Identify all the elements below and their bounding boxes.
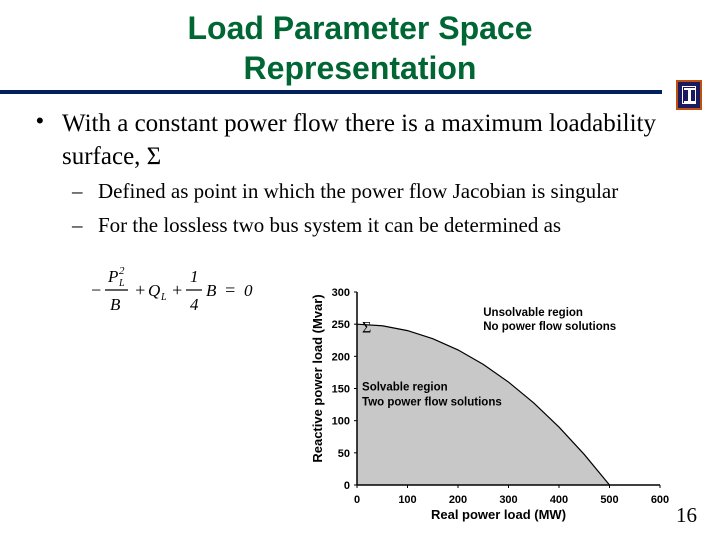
x-tick-label: 400 <box>549 494 569 506</box>
loadability-chart <box>305 280 685 525</box>
y-axis-label: Reactive power load (Mvar) <box>310 294 325 463</box>
x-tick-label: 500 <box>600 494 619 506</box>
unsolvable-region-label: Unsolvable region <box>483 307 583 320</box>
university-logo-icon <box>676 80 702 110</box>
no-solutions-label: No power flow solutions <box>483 321 617 334</box>
y-tick-label: 200 <box>331 351 350 364</box>
eq-den-b: B <box>110 295 121 314</box>
two-solutions-label: Two power flow solutions <box>362 396 502 409</box>
eq-q: Q <box>148 281 161 300</box>
loadability-equation <box>88 264 266 320</box>
logo-inner-frame <box>682 86 696 104</box>
x-tick-label: 300 <box>499 494 518 506</box>
x-tick-label: 0 <box>353 494 361 506</box>
sub-bullet-2-text: For the lossless two bus system it can be determined as <box>98 213 562 237</box>
y-tick-label: 300 <box>331 287 350 299</box>
title-line-2: Representation <box>243 50 477 86</box>
sub-bullet-dash: – <box>72 213 83 237</box>
sub-bullet-1 <box>72 178 618 204</box>
eq-minus: − <box>90 280 103 300</box>
sigma-label: Σ <box>362 319 372 337</box>
eq-p-sup: 2 <box>119 265 125 277</box>
eq-four: 4 <box>190 295 199 314</box>
sub-bullet-1-text: Defined as point in which the power flow Jacobian is singular <box>98 179 619 203</box>
y-tick-label: 50 <box>337 447 350 460</box>
bullet-marker: • <box>36 108 44 133</box>
eq-one: 1 <box>190 267 199 286</box>
y-tick-label: 250 <box>331 319 350 332</box>
solvable-region-label: Solvable region <box>362 381 448 394</box>
page-number: 16 <box>676 503 697 527</box>
eq-p: P <box>108 267 119 286</box>
sub-bullet-2 <box>72 212 561 238</box>
x-tick-label: 600 <box>650 494 670 506</box>
y-tick-label: 100 <box>331 415 350 428</box>
eq-equals: = <box>224 280 237 300</box>
eq-plus-1: + <box>134 280 147 300</box>
y-tick-label: 0 <box>343 480 350 492</box>
slide-title <box>0 8 720 88</box>
logo-serif-bottom <box>684 101 695 103</box>
eq-zero: 0 <box>244 281 253 300</box>
y-tick-label: 150 <box>331 383 350 396</box>
eq-q-sub: L <box>161 292 167 303</box>
x-axis-label: Real power load (MW) <box>430 507 567 522</box>
x-tick-label: 100 <box>398 494 417 506</box>
x-tick-label: 200 <box>448 494 468 506</box>
title-line-1: Load Parameter Space <box>187 10 533 46</box>
eq-p-sub: L <box>119 278 125 289</box>
eq-plus-2: + <box>171 280 184 300</box>
title-divider <box>0 90 662 94</box>
eq-b: B <box>206 281 217 300</box>
main-bullet-text: With a constant power flow there is a maximum loadability surface, Σ <box>62 110 656 170</box>
sub-bullet-dash: – <box>72 179 83 203</box>
